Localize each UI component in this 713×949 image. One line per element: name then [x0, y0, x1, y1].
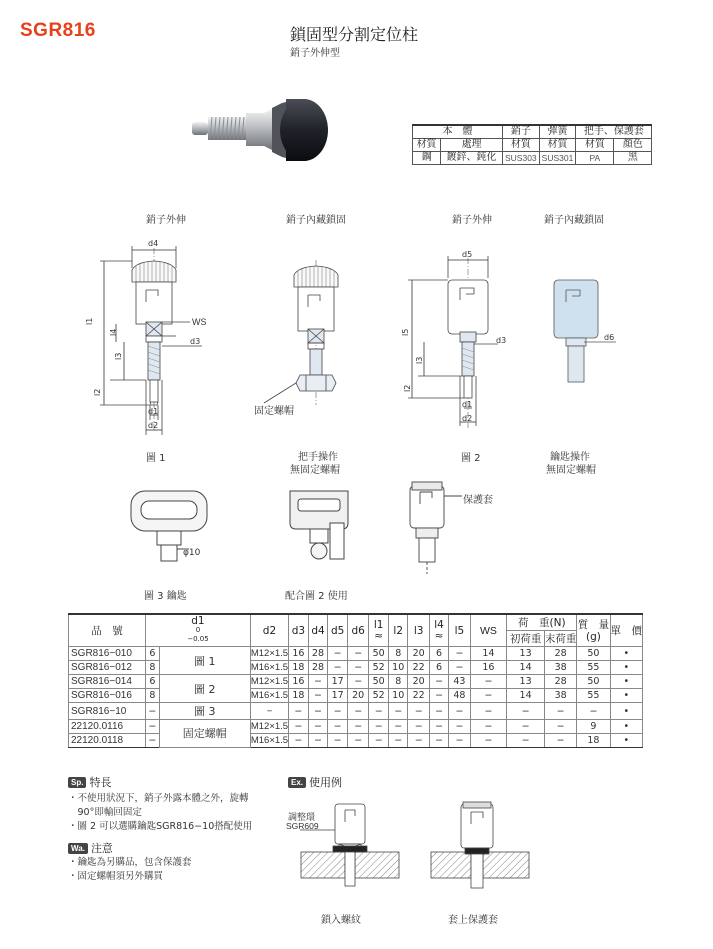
cell-d4: −: [308, 689, 328, 703]
page-subtitle: 銷子外伸型: [290, 48, 340, 59]
hdr-d1-tol-lower: −0.05: [187, 635, 209, 643]
hdr-l1-approx: ≈: [374, 629, 384, 642]
cell-d3: 18: [289, 689, 309, 703]
caption-fig2: 圖 2: [461, 453, 481, 464]
hdr-l5: l5: [449, 614, 470, 647]
features-list: [68, 792, 252, 834]
drawing-example-screw-in: [295, 800, 405, 905]
hdr-l4-approx: ≈: [434, 629, 444, 642]
cell-d6: −: [347, 720, 368, 734]
dim-d3-label-2: d3: [496, 336, 507, 345]
cell-l5: −: [449, 647, 470, 661]
dim-ws-label: WS: [192, 317, 207, 327]
cell-d1: −: [146, 720, 160, 734]
cell-l5: −: [449, 720, 470, 734]
cell-l3: −: [408, 734, 429, 748]
mat-sub-handle-material: 材質: [576, 139, 614, 152]
examples-title: 使用例: [309, 776, 343, 789]
hdr-d3: d3: [289, 614, 309, 647]
cell-d2: M12×1.5: [250, 676, 289, 687]
cell-d4: 28: [308, 647, 328, 661]
cell-ws: 14: [470, 647, 507, 661]
cell-l4: 6: [429, 661, 448, 675]
cell-price: •: [610, 689, 643, 703]
cell-mass: 50: [577, 675, 610, 689]
drawing-pin-locked-with-nut: [250, 255, 370, 415]
cell-d1: 6: [146, 647, 160, 661]
cell-l4: −: [429, 675, 448, 689]
cell-ws: −: [470, 734, 507, 748]
cell-d6: 20: [347, 689, 368, 703]
drawing-fig2-pin-locked: [540, 270, 630, 390]
cell-ws: −: [470, 689, 507, 703]
cell-mass: 9: [577, 720, 610, 734]
drawing-fig1-pin-out: [80, 230, 230, 445]
cell-load-init: −: [507, 720, 545, 734]
cell-ws: −: [470, 720, 507, 734]
list-item: ・圖 2 可以選購鑰匙SGR816−10搭配使用: [68, 821, 253, 832]
drawing-key-with-fig2: [282, 485, 362, 570]
caption-screw-in: 鎖入螺紋: [321, 915, 361, 926]
dim-l4-label: l4: [109, 328, 118, 336]
features-title: 特長: [89, 776, 112, 789]
cell-d2: M16×1.5: [250, 690, 289, 701]
cell-load-init: −: [507, 703, 545, 720]
list-item: ・不使用狀況下，銷子外露本體之外，旋轉: [68, 793, 249, 804]
hdr-d2: d2: [250, 614, 288, 647]
mat-val-color: 黑: [614, 152, 652, 165]
mat-hdr-spring: 彈簧: [539, 125, 576, 139]
dim-l1-label: l1: [85, 317, 94, 325]
dim-d2-label-2: d2: [462, 414, 473, 423]
cell-d6: −: [347, 661, 368, 675]
label-fix-nut: 固定螺帽: [254, 406, 294, 417]
cell-l3: 20: [408, 675, 429, 689]
cell-part: SGR816−016: [69, 689, 146, 703]
cell-d4: −: [308, 734, 328, 748]
cell-d3: −: [289, 734, 309, 748]
cell-group-fig2: 圖 2: [159, 675, 250, 703]
cell-price: •: [610, 703, 643, 720]
mat-hdr-handle: 把手、保護套: [576, 125, 652, 139]
hdr-load-end: 末荷重: [544, 631, 577, 647]
cell-d2: M12×1.5: [250, 721, 289, 732]
table-row: [69, 689, 643, 703]
hdr-part: 品 號: [69, 614, 146, 647]
cell-group-fig1: 圖 1: [159, 647, 250, 675]
cell-part: SGR816−10: [69, 703, 146, 720]
list-item: 90°即輸回固定: [68, 807, 142, 818]
caption-pin-out-1: 銷子外伸: [146, 215, 186, 226]
notes-heading: [68, 840, 113, 856]
cell-ws: −: [470, 703, 507, 720]
cell-price: •: [610, 720, 643, 734]
caption-fig3-key: 圖 3 鑰匙: [144, 591, 187, 602]
table-row: [69, 720, 643, 734]
table-row: [69, 703, 643, 720]
cell-load-end: 28: [544, 647, 577, 661]
cell-ws: −: [470, 675, 507, 689]
cell-d5: −: [328, 661, 348, 675]
cell-d1: −: [146, 703, 160, 720]
cell-l1: −: [369, 734, 389, 748]
mat-sub-spring-material: 材質: [539, 139, 576, 152]
examples-tag: Ex.: [288, 777, 306, 788]
cell-load-end: −: [544, 734, 577, 748]
hdr-mass-label: 質 量: [577, 618, 610, 631]
cell-d6: −: [347, 703, 368, 720]
hdr-ws: WS: [470, 614, 507, 647]
cell-l1: −: [369, 720, 389, 734]
cell-mass: 55: [577, 689, 610, 703]
cell-ws: 16: [470, 661, 507, 675]
cell-l5: 43: [449, 675, 470, 689]
hdr-price: 單 價: [610, 614, 643, 647]
cell-load-init: 13: [507, 675, 545, 689]
cell-d2: −: [250, 703, 288, 720]
product-code: SGR816: [20, 20, 96, 41]
cell-load-init: 14: [507, 689, 545, 703]
cell-l3: 22: [408, 689, 429, 703]
cell-group-fig3: 圖 3: [159, 703, 250, 720]
mat-val-handle: PA: [576, 152, 614, 165]
mat-val-treatment: 鍍鋅、鈍化: [441, 152, 503, 165]
features-heading: [68, 774, 111, 790]
mat-sub-color: 顏色: [614, 139, 652, 152]
table-row: [69, 647, 643, 661]
cell-l5: −: [449, 661, 470, 675]
cell-d1: 8: [146, 689, 160, 703]
cell-l4: −: [429, 703, 448, 720]
hdr-l1-sym: l1: [373, 618, 384, 631]
list-item: ・固定螺帽須另外購買: [68, 871, 164, 882]
cell-price: •: [610, 734, 643, 748]
label-adjust-ring: 調整環: [288, 813, 316, 823]
hdr-load-init: 初荷重: [507, 631, 545, 647]
cell-load-end: 28: [544, 675, 577, 689]
cell-l3: −: [408, 703, 429, 720]
cell-price: •: [610, 647, 643, 661]
hdr-d1-tol-upper: 0: [195, 626, 201, 634]
dim-l2-label: l2: [93, 388, 102, 396]
cell-d5: −: [328, 720, 348, 734]
caption-protect-sleeve: 套上保護套: [448, 915, 498, 926]
cell-d2: M12×1.5: [250, 648, 289, 659]
mat-hdr-pin: 銷子: [503, 125, 540, 139]
cell-l4: 6: [429, 647, 448, 661]
dim-d2-label: d2: [148, 421, 159, 430]
cell-d3: 18: [289, 661, 309, 675]
cell-l4: −: [429, 720, 448, 734]
dim-d3-label: d3: [190, 337, 201, 346]
cell-l5: 48: [449, 689, 470, 703]
cell-part: SGR816−012: [69, 661, 146, 675]
drawing-protect-sleeve: [400, 478, 470, 578]
caption-handle-op: 把手操作: [298, 452, 338, 463]
cell-l2: 10: [388, 661, 408, 675]
label-phi10: φ10: [183, 548, 201, 558]
cell-d3: −: [289, 720, 309, 734]
cell-load-init: −: [507, 734, 545, 748]
hdr-l4: [429, 614, 448, 647]
cell-l3: 20: [408, 647, 429, 661]
cell-mass: 50: [577, 647, 610, 661]
cell-mass: 18: [577, 734, 610, 748]
cell-load-end: −: [544, 703, 577, 720]
cell-load-init: 14: [507, 661, 545, 675]
cell-mass: −: [577, 703, 610, 720]
cell-price: •: [610, 661, 643, 675]
hdr-d1: [146, 614, 251, 647]
caption-handle-no-nut: 無固定螺帽: [290, 465, 340, 476]
mat-val-spring: SUS301: [539, 152, 576, 165]
cell-d5: 17: [328, 689, 348, 703]
cell-d6: −: [347, 647, 368, 661]
cell-l4: −: [429, 734, 448, 748]
cell-d5: 17: [328, 675, 348, 689]
cell-l3: −: [408, 720, 429, 734]
cell-l3: 22: [408, 661, 429, 675]
hdr-load: 荷 重(N): [507, 614, 577, 631]
cell-d1: −: [146, 734, 160, 748]
cell-d6: −: [347, 675, 368, 689]
drawing-fig2-pin-out: [398, 248, 518, 438]
cell-l2: 8: [388, 647, 408, 661]
cell-l1: 52: [369, 689, 389, 703]
cell-d5: −: [328, 647, 348, 661]
cell-d4: 28: [308, 661, 328, 675]
dim-l3-label-2: l3: [415, 356, 424, 364]
cell-l2: −: [388, 734, 408, 748]
dim-l3-label: l3: [114, 352, 123, 360]
list-item: ・鑰匙為另購品，包含保護套: [68, 857, 192, 868]
hdr-d5: d5: [328, 614, 348, 647]
caption-fig1: 圖 1: [146, 453, 166, 464]
cell-l1: 50: [369, 647, 389, 661]
cell-l4: −: [429, 689, 448, 703]
dim-d5-label: d5: [462, 250, 473, 259]
caption-pin-lock-2: 銷子內藏鎖固: [544, 215, 604, 226]
cell-load-init: 13: [507, 647, 545, 661]
hdr-mass: [577, 614, 610, 647]
cell-l1: −: [369, 703, 389, 720]
caption-pin-lock-1: 銷子內藏鎖固: [286, 215, 346, 226]
cell-d1: 6: [146, 675, 160, 689]
cell-l2: 8: [388, 675, 408, 689]
cell-l1: 52: [369, 661, 389, 675]
material-table: [412, 124, 652, 165]
dim-d6-label: d6: [604, 333, 615, 342]
cell-d3: 16: [289, 675, 309, 689]
caption-with-fig2: 配合圖 2 使用: [285, 591, 348, 602]
notes-tag: Wa.: [68, 843, 88, 854]
mat-sub-pin-material: 材質: [503, 139, 540, 152]
caption-key-no-nut: 無固定螺帽: [546, 465, 596, 476]
dim-d1-label-2: d1: [462, 400, 473, 409]
cell-part: 22120.0118: [69, 734, 146, 748]
cell-d5: −: [328, 703, 348, 720]
hdr-l2: l2: [388, 614, 408, 647]
cell-part: SGR816−014: [69, 675, 146, 689]
dim-d4-label: d4: [148, 239, 159, 248]
cell-l2: 10: [388, 689, 408, 703]
table-row: [69, 734, 643, 748]
cell-d4: −: [308, 720, 328, 734]
mat-sub-treatment: 處理: [441, 139, 503, 152]
cell-d4: −: [308, 703, 328, 720]
features-tag: Sp.: [68, 777, 86, 788]
label-sgr609: SGR609: [286, 821, 319, 831]
cell-part: SGR816−010: [69, 647, 146, 661]
dim-l2-label-2: l2: [403, 384, 412, 392]
hdr-d1-sym: d1: [191, 615, 205, 627]
cell-price: •: [610, 675, 643, 689]
drawing-example-protect-sleeve: [425, 800, 535, 905]
cell-load-end: 38: [544, 689, 577, 703]
page-title: 鎖固型分割定位柱: [290, 25, 419, 44]
mat-val-pin: SUS303: [503, 152, 540, 165]
hdr-l4-sym: l4: [434, 618, 444, 631]
cell-d3: 16: [289, 647, 309, 661]
cell-d2: M16×1.5: [250, 735, 289, 746]
hdr-l3: l3: [408, 614, 429, 647]
mat-sub-material: 材質: [413, 139, 441, 152]
cell-d4: −: [308, 675, 328, 689]
mat-val-steel: 鋼: [413, 152, 441, 165]
cell-mass: 55: [577, 661, 610, 675]
dim-l5-label: l5: [401, 328, 410, 336]
cell-l2: −: [388, 703, 408, 720]
table-row: [69, 661, 643, 675]
cell-l5: −: [449, 734, 470, 748]
cell-l5: −: [449, 703, 470, 720]
hdr-d4: d4: [308, 614, 328, 647]
cell-l2: −: [388, 720, 408, 734]
dim-d1-label: d1: [148, 407, 159, 416]
cell-group-nut: 固定螺帽: [159, 720, 250, 748]
cell-l1: 50: [369, 675, 389, 689]
spec-table: [68, 613, 643, 748]
notes-title: 注意: [90, 842, 113, 855]
mat-hdr-body: 本 體: [413, 125, 503, 139]
hdr-d6: d6: [347, 614, 368, 647]
cell-d3: −: [289, 703, 309, 720]
cell-part: 22120.0116: [69, 720, 146, 734]
caption-key-op: 鑰匙操作: [550, 452, 590, 463]
hdr-l1: [369, 614, 389, 647]
cell-load-end: −: [544, 720, 577, 734]
cell-d6: −: [347, 734, 368, 748]
hdr-mass-unit: (g): [586, 630, 601, 643]
label-protect-sleeve: 保護套: [463, 495, 493, 506]
cell-d1: 8: [146, 661, 160, 675]
notes-list: [68, 856, 192, 884]
table-row: [69, 675, 643, 689]
product-photo: [182, 95, 342, 167]
cell-d5: −: [328, 734, 348, 748]
examples-heading: [288, 774, 342, 790]
drawing-key-fig3: [125, 485, 220, 570]
caption-pin-out-2: 銷子外伸: [452, 215, 492, 226]
cell-load-end: 38: [544, 661, 577, 675]
cell-d2: M16×1.5: [250, 662, 289, 673]
